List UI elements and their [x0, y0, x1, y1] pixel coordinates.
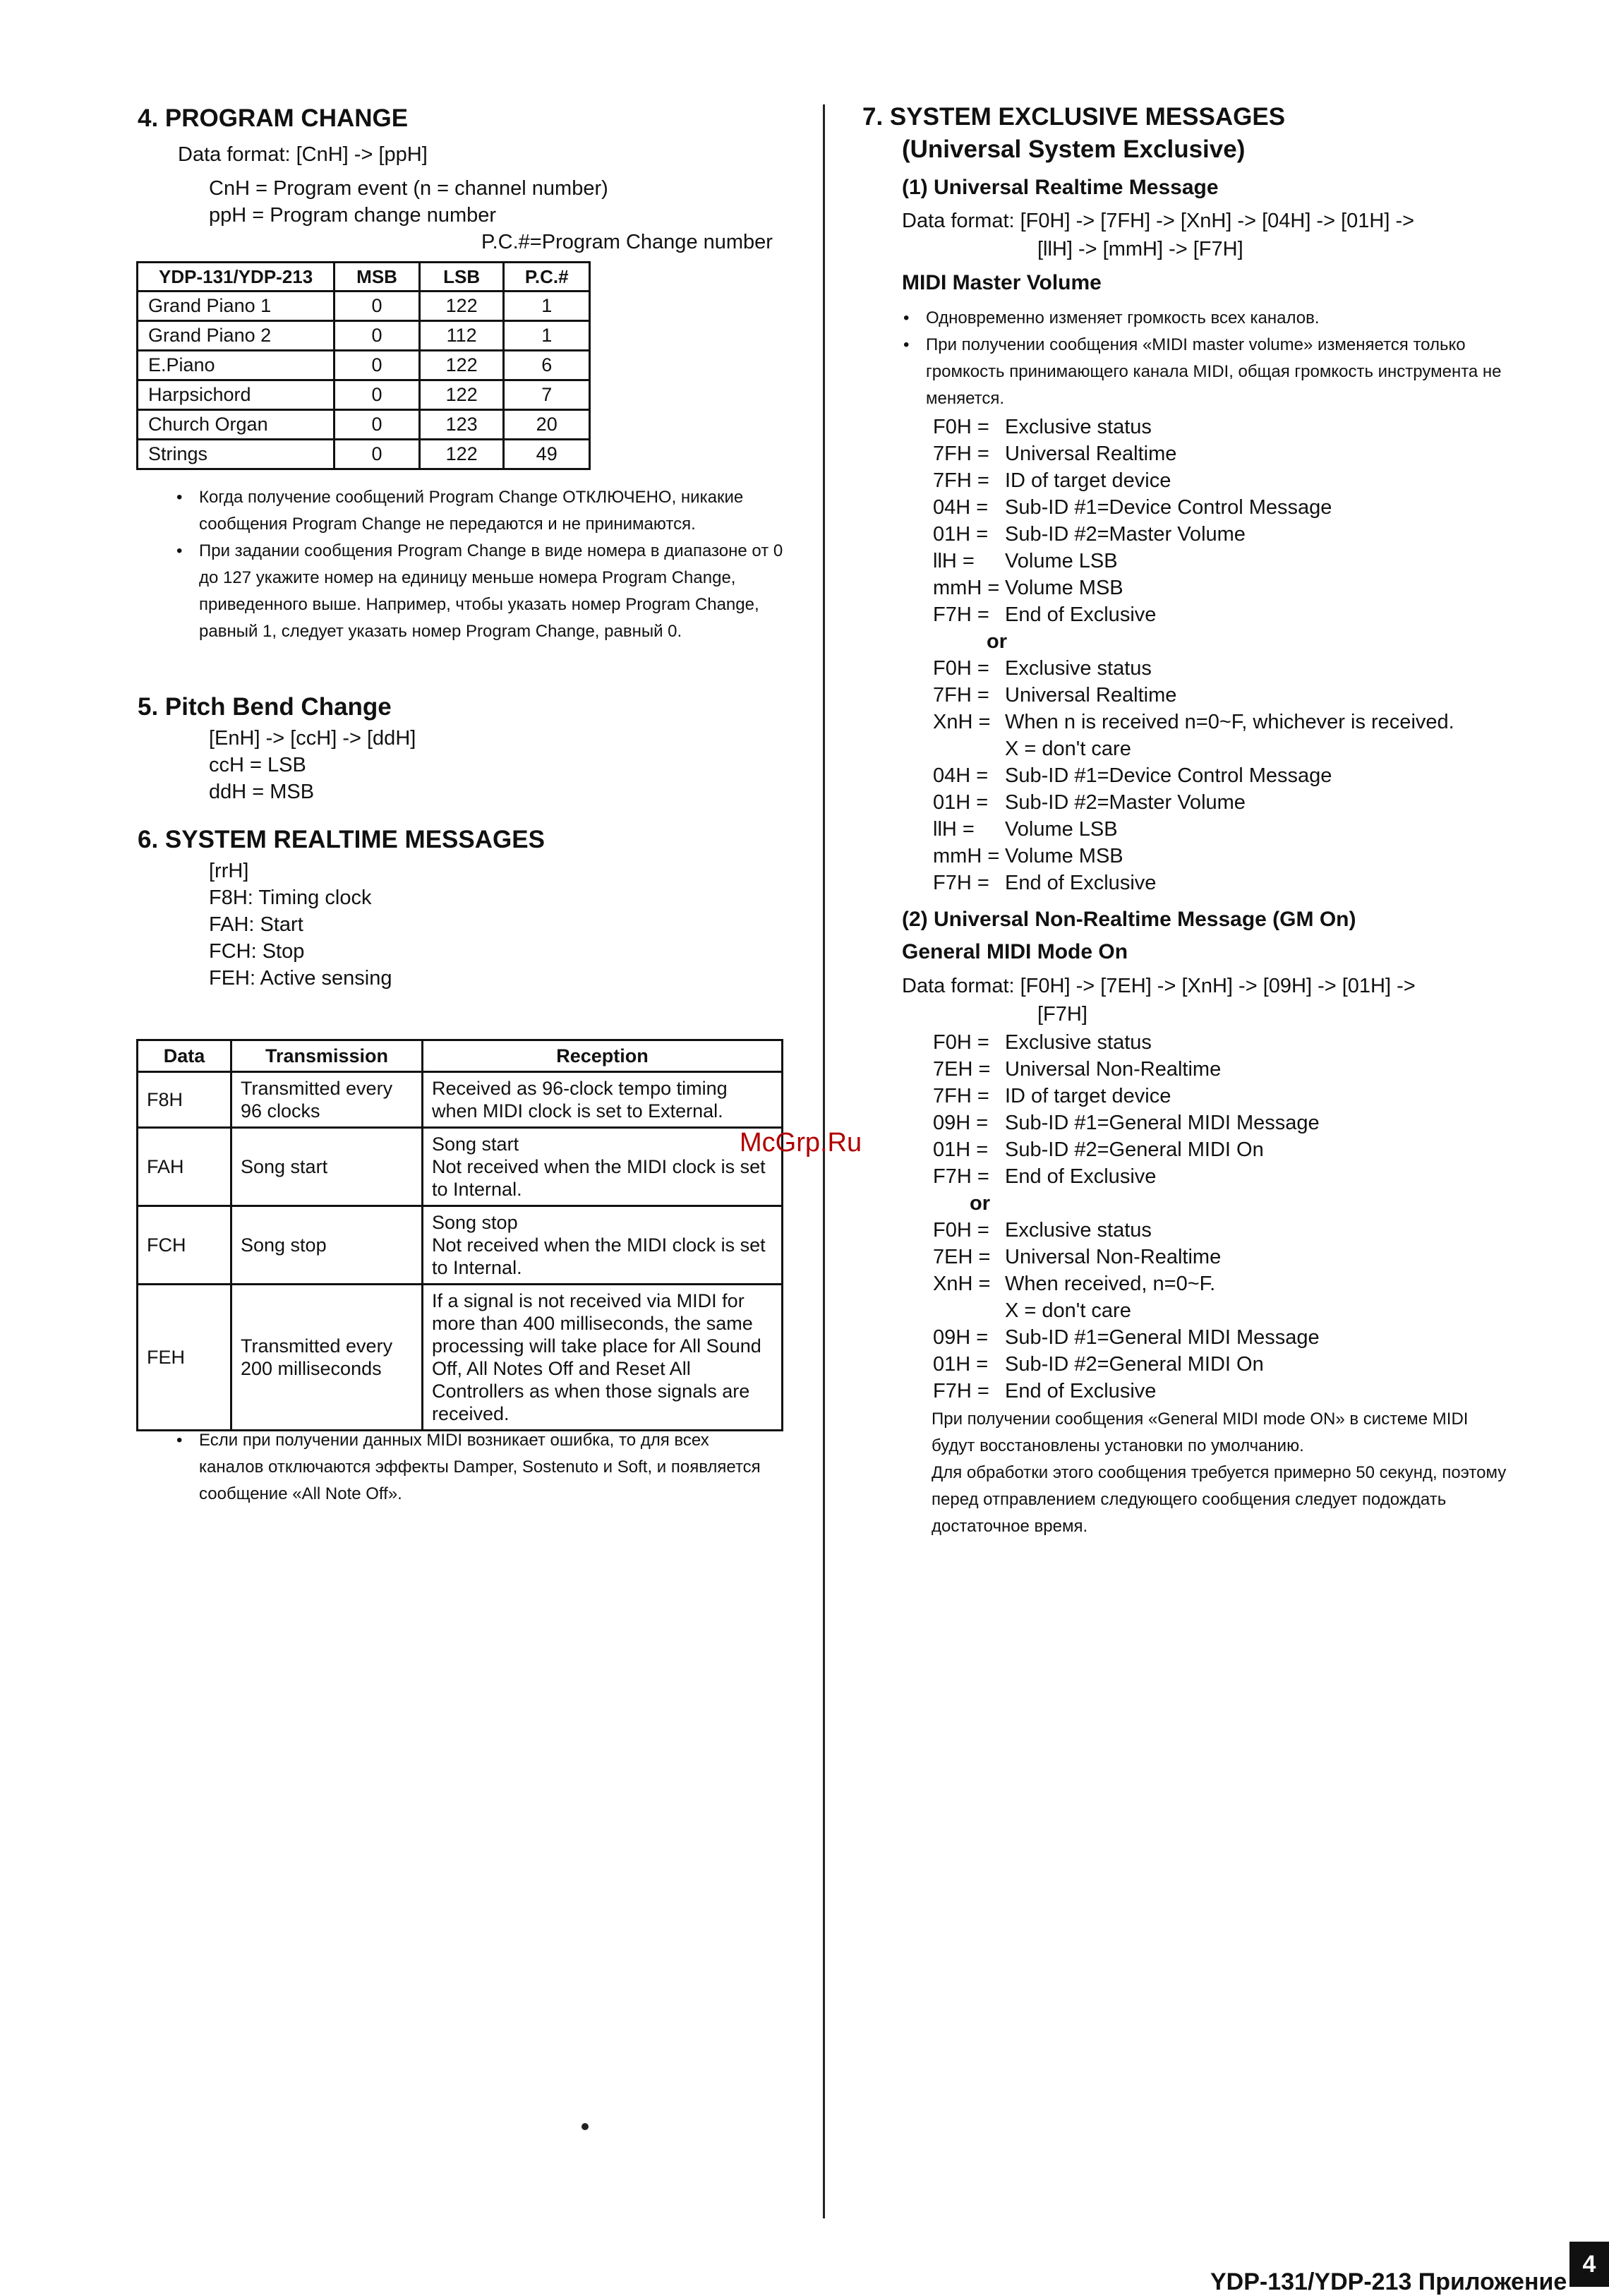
cnh-definition: CnH = Program event (n = channel number) [209, 177, 608, 200]
section-7-title: 7. SYSTEM EXCLUSIVE MESSAGES [862, 103, 1286, 131]
voice-name: Church Organ [138, 410, 335, 440]
gm-mode-on-heading: General MIDI Mode On [902, 940, 1128, 963]
definition-key: F7H = [933, 603, 989, 626]
definition-key: 7EH = [933, 1058, 991, 1081]
definition-key: 7FH = [933, 469, 989, 492]
master-volume-heading: MIDI Master Volume [902, 271, 1102, 294]
definition-row [933, 1083, 1320, 1110]
lsb-value: 122 [419, 380, 504, 410]
definition-value: Sub-ID #2=Master Volume [1005, 791, 1246, 814]
lsb-value: 122 [419, 440, 504, 469]
reception-cell: Song start Not received when the MIDI clock is set to Internal. [423, 1128, 783, 1206]
definition-row [933, 494, 1454, 521]
definition-value: Exclusive status [1005, 657, 1152, 680]
reception-cell: Received as 96-clock tempo timing when MIDI clock is set to External. [423, 1072, 783, 1128]
msb-value: 0 [335, 410, 420, 440]
definition-row [933, 1351, 1320, 1378]
definition-key: F7H = [933, 872, 989, 894]
rrh-format: [rrH] [209, 860, 249, 882]
definition-value: Volume MSB [1005, 845, 1123, 867]
definition-key: F0H = [933, 657, 989, 680]
fah-definition: FAH: Start [209, 913, 303, 936]
gm-format-line-1: Data format: [F0H] -> [7EH] -> [XnH] -> [09H] -> [01H] -> [902, 975, 1416, 997]
definition-key: F7H = [933, 1380, 989, 1402]
msb-value: 0 [335, 321, 420, 351]
section-6-title: 6. SYSTEM REALTIME MESSAGES [138, 826, 545, 853]
column-header: Transmission [231, 1040, 423, 1072]
section-4-title: 4. PROGRAM CHANGE [138, 104, 409, 132]
definition-value: Exclusive status [1005, 1031, 1152, 1054]
definition-row [933, 843, 1454, 870]
definition-value: Sub-ID #2=General MIDI On [1005, 1138, 1264, 1161]
note-item: • Если при получении данных MIDI возникает ошибка, то для всех каналов отключаются эффекты Damper, Sostenuto и Soft, и появляется сообщение «All Note Off». [175, 1427, 775, 1508]
definition-key: mmH = [933, 577, 1000, 599]
gm-format-line-2: [F7H] [1037, 1003, 1087, 1026]
master-volume-notes [902, 305, 1523, 412]
page-footer: YDP-131/YDP-213 Приложение [1210, 2268, 1567, 2295]
definition-key: 04H = [933, 496, 989, 519]
column-header: LSB [419, 263, 504, 291]
program-change-notes [175, 484, 789, 645]
watermark: McGrp.Ru [740, 1128, 862, 1158]
voice-name: Grand Piano 1 [138, 291, 335, 321]
program-change-format: Data format: [CnH] -> [ppH] [178, 143, 428, 166]
data-cell: FCH [138, 1206, 231, 1285]
cch-definition: ccH = LSB [209, 754, 306, 776]
definition-key: 01H = [933, 1353, 989, 1376]
definition-row [933, 762, 1454, 789]
column-header: Data [138, 1040, 231, 1072]
data-cell: F8H [138, 1072, 231, 1128]
transmission-cell: Song start [231, 1128, 423, 1206]
column-header: P.C.# [504, 263, 590, 291]
realtime-notes [175, 1427, 775, 1508]
table-row [138, 1206, 783, 1285]
msb-value: 0 [335, 291, 420, 321]
definition-row [933, 1163, 1320, 1190]
definition-row [933, 1056, 1320, 1083]
note-item: • Одновременно изменяет громкость всех каналов. [902, 305, 1523, 332]
note-item: • При получении сообщения «MIDI master volume» изменяется только громкость принимающего канала MIDI, общая громкость инструмента не меняется. [902, 332, 1523, 412]
definition-key: 7FH = [933, 1085, 989, 1107]
pc-value: 7 [504, 380, 590, 410]
definition-row [933, 735, 1454, 762]
table-row [138, 291, 590, 321]
master-volume-definitions [933, 414, 1454, 896]
transmission-cell: Transmitted every 96 clocks [231, 1072, 423, 1128]
definition-value: Volume LSB [1005, 550, 1118, 572]
definition-value: Universal Realtime [1005, 684, 1177, 707]
realtime-messages-table [136, 1039, 783, 1431]
definition-value: Sub-ID #1=General MIDI Message [1005, 1326, 1320, 1349]
definition-row [933, 440, 1454, 467]
table-row [138, 410, 590, 440]
definition-key: 01H = [933, 791, 989, 814]
definition-value: Sub-ID #1=Device Control Message [1005, 764, 1332, 787]
feh-definition: FEH: Active sensing [209, 967, 392, 990]
definition-value: Exclusive status [1005, 1219, 1152, 1242]
definition-row [933, 521, 1454, 548]
column-header: Reception [423, 1040, 783, 1072]
gm-on-definitions [933, 1029, 1320, 1405]
definition-value: End of Exclusive [1005, 1165, 1157, 1188]
lsb-value: 112 [419, 321, 504, 351]
pc-value: 49 [504, 440, 590, 469]
definition-row [933, 601, 1454, 628]
definition-key: XnH = [933, 1273, 991, 1295]
note-paragraph: Для обработки этого сообщения требуется примерно 50 секунд, поэтому перед отправлением следующего сообщения следует подождать достаточное время. [932, 1463, 1507, 1536]
voice-name: Strings [138, 440, 335, 469]
definition-key: llH = [933, 818, 975, 841]
pc-value: 1 [504, 291, 590, 321]
table-row [138, 380, 590, 410]
definition-value: End of Exclusive [1005, 872, 1157, 894]
universal-realtime-heading: (1) Universal Realtime Message [902, 176, 1219, 199]
transmission-cell: Song stop [231, 1206, 423, 1285]
gm-notes [932, 1406, 1510, 1540]
definition-row [933, 1378, 1320, 1405]
section-7-subtitle: (Universal System Exclusive) [902, 136, 1246, 163]
note-paragraph: При получении сообщения «General MIDI mode ON» в системе MIDI будут восстановлены установки по умолчанию. [932, 1410, 1469, 1455]
definition-row [933, 1029, 1320, 1056]
lsb-value: 123 [419, 410, 504, 440]
definition-key [933, 735, 1005, 762]
reception-cell: Song stop Not received when the MIDI clock is set to Internal. [423, 1206, 783, 1285]
definition-key [933, 1297, 1005, 1324]
definition-row [933, 1270, 1320, 1297]
definition-value: X = don't care [1005, 738, 1131, 760]
definition-key: F0H = [933, 1031, 989, 1054]
or-separator: or [970, 1192, 990, 1215]
definition-value: Universal Non-Realtime [1005, 1058, 1222, 1081]
definition-key: XnH = [933, 711, 991, 733]
definition-value: Sub-ID #1=Device Control Message [1005, 496, 1332, 519]
definition-value: Universal Realtime [1005, 443, 1177, 465]
definition-key: 7FH = [933, 443, 989, 465]
definition-key: F0H = [933, 416, 989, 438]
column-divider [823, 104, 825, 2218]
definition-value: End of Exclusive [1005, 1380, 1157, 1402]
fch-definition: FCH: Stop [209, 940, 305, 963]
voice-name: Harpsichord [138, 380, 335, 410]
pc-value: 6 [504, 351, 590, 380]
definition-value: Sub-ID #1=General MIDI Message [1005, 1112, 1320, 1134]
definition-value: Volume MSB [1005, 577, 1123, 599]
definition-value: End of Exclusive [1005, 603, 1157, 626]
definition-row [933, 548, 1454, 575]
definition-row [933, 575, 1454, 601]
voice-name: Grand Piano 2 [138, 321, 335, 351]
ddh-definition: ddH = MSB [209, 781, 315, 803]
lsb-value: 122 [419, 351, 504, 380]
data-cell: FAH [138, 1128, 231, 1206]
definition-value: Volume LSB [1005, 818, 1118, 841]
definition-value: When received, n=0~F. [1005, 1273, 1216, 1295]
definition-key: 09H = [933, 1112, 989, 1134]
definition-value: ID of target device [1005, 469, 1171, 492]
definition-value: ID of target device [1005, 1085, 1171, 1107]
definition-key: F7H = [933, 1165, 989, 1188]
definition-row [933, 870, 1454, 896]
definition-value: X = don't care [1005, 1299, 1131, 1322]
reception-cell: If a signal is not received via MIDI for more than 400 milliseconds, the same processing will take place for All Sound Off, All Notes Off and Reset All Controllers as when those signals are received. [423, 1285, 783, 1431]
definition-value: Sub-ID #2=Master Volume [1005, 523, 1246, 546]
definition-value: Exclusive status [1005, 416, 1152, 438]
table-header-row [138, 1040, 783, 1072]
pitch-bend-format: [EnH] -> [ccH] -> [ddH] [209, 727, 416, 750]
definition-row [933, 1217, 1320, 1244]
section-5-title: 5. Pitch Bend Change [138, 693, 392, 721]
realtime-format-line-1: Data format: [F0H] -> [7FH] -> [XnH] -> [04H] -> [01H] -> [902, 210, 1415, 232]
stray-dot [581, 2123, 589, 2130]
note-item: • Когда получение сообщений Program Change ОТКЛЮЧЕНО, никакие сообщения Program Change не передаются и не принимаются. [175, 484, 789, 538]
definition-key: F0H = [933, 1219, 989, 1242]
table-header-row [138, 263, 590, 291]
table-row [138, 321, 590, 351]
transmission-cell: Transmitted every 200 milliseconds [231, 1285, 423, 1431]
table-row [138, 1285, 783, 1431]
msb-value: 0 [335, 380, 420, 410]
lsb-value: 122 [419, 291, 504, 321]
definition-row [933, 709, 1454, 735]
msb-value: 0 [335, 351, 420, 380]
definition-row [933, 789, 1454, 816]
definition-key: 04H = [933, 764, 989, 787]
pc-value: 1 [504, 321, 590, 351]
definition-row [933, 1110, 1320, 1136]
msb-value: 0 [335, 440, 420, 469]
definition-row [933, 1297, 1320, 1324]
voice-name: E.Piano [138, 351, 335, 380]
table-row [138, 440, 590, 469]
definition-row [933, 1136, 1320, 1163]
definition-key: 7EH = [933, 1246, 991, 1268]
definition-row [933, 682, 1454, 709]
definition-row [933, 655, 1454, 682]
definition-key: llH = [933, 550, 975, 572]
definition-row [933, 1324, 1320, 1351]
f8h-definition: F8H: Timing clock [209, 886, 372, 909]
definition-key: 01H = [933, 523, 989, 546]
table-row [138, 351, 590, 380]
pph-definition: ppH = Program change number [209, 204, 497, 227]
definition-row [933, 1244, 1320, 1270]
definition-key: mmH = [933, 845, 1000, 867]
column-header: MSB [335, 263, 420, 291]
column-header: YDP-131/YDP-213 [138, 263, 335, 291]
table-row [138, 1128, 783, 1206]
definition-row [933, 816, 1454, 843]
program-change-table [136, 261, 591, 470]
pc-value: 20 [504, 410, 590, 440]
definition-row [933, 467, 1454, 494]
pc-number-note: P.C.#=Program Change number [481, 231, 773, 253]
data-cell: FEH [138, 1285, 231, 1431]
definition-key: 7FH = [933, 684, 989, 707]
page-number: 4 [1569, 2242, 1609, 2287]
definition-key: 09H = [933, 1326, 989, 1349]
definition-value: Universal Non-Realtime [1005, 1246, 1222, 1268]
note-item: • При задании сообщения Program Change в виде номера в диапазоне от 0 до 127 укажите номер на единицу меньше номера Program Change, приведенного выше. Например, чтобы указать номер Program Change, равный 1, следует указать номер Program Change, равный 0. [175, 538, 789, 645]
or-separator: or [987, 630, 1007, 653]
definition-value: Sub-ID #2=General MIDI On [1005, 1353, 1264, 1376]
definition-key: 01H = [933, 1138, 989, 1161]
realtime-format-line-2: [llH] -> [mmH] -> [F7H] [1037, 238, 1243, 260]
universal-non-realtime-heading: (2) Universal Non-Realtime Message (GM On) [902, 908, 1356, 931]
table-row [138, 1072, 783, 1128]
definition-value: When n is received n=0~F, whichever is received. [1005, 711, 1454, 733]
definition-row [933, 414, 1454, 440]
